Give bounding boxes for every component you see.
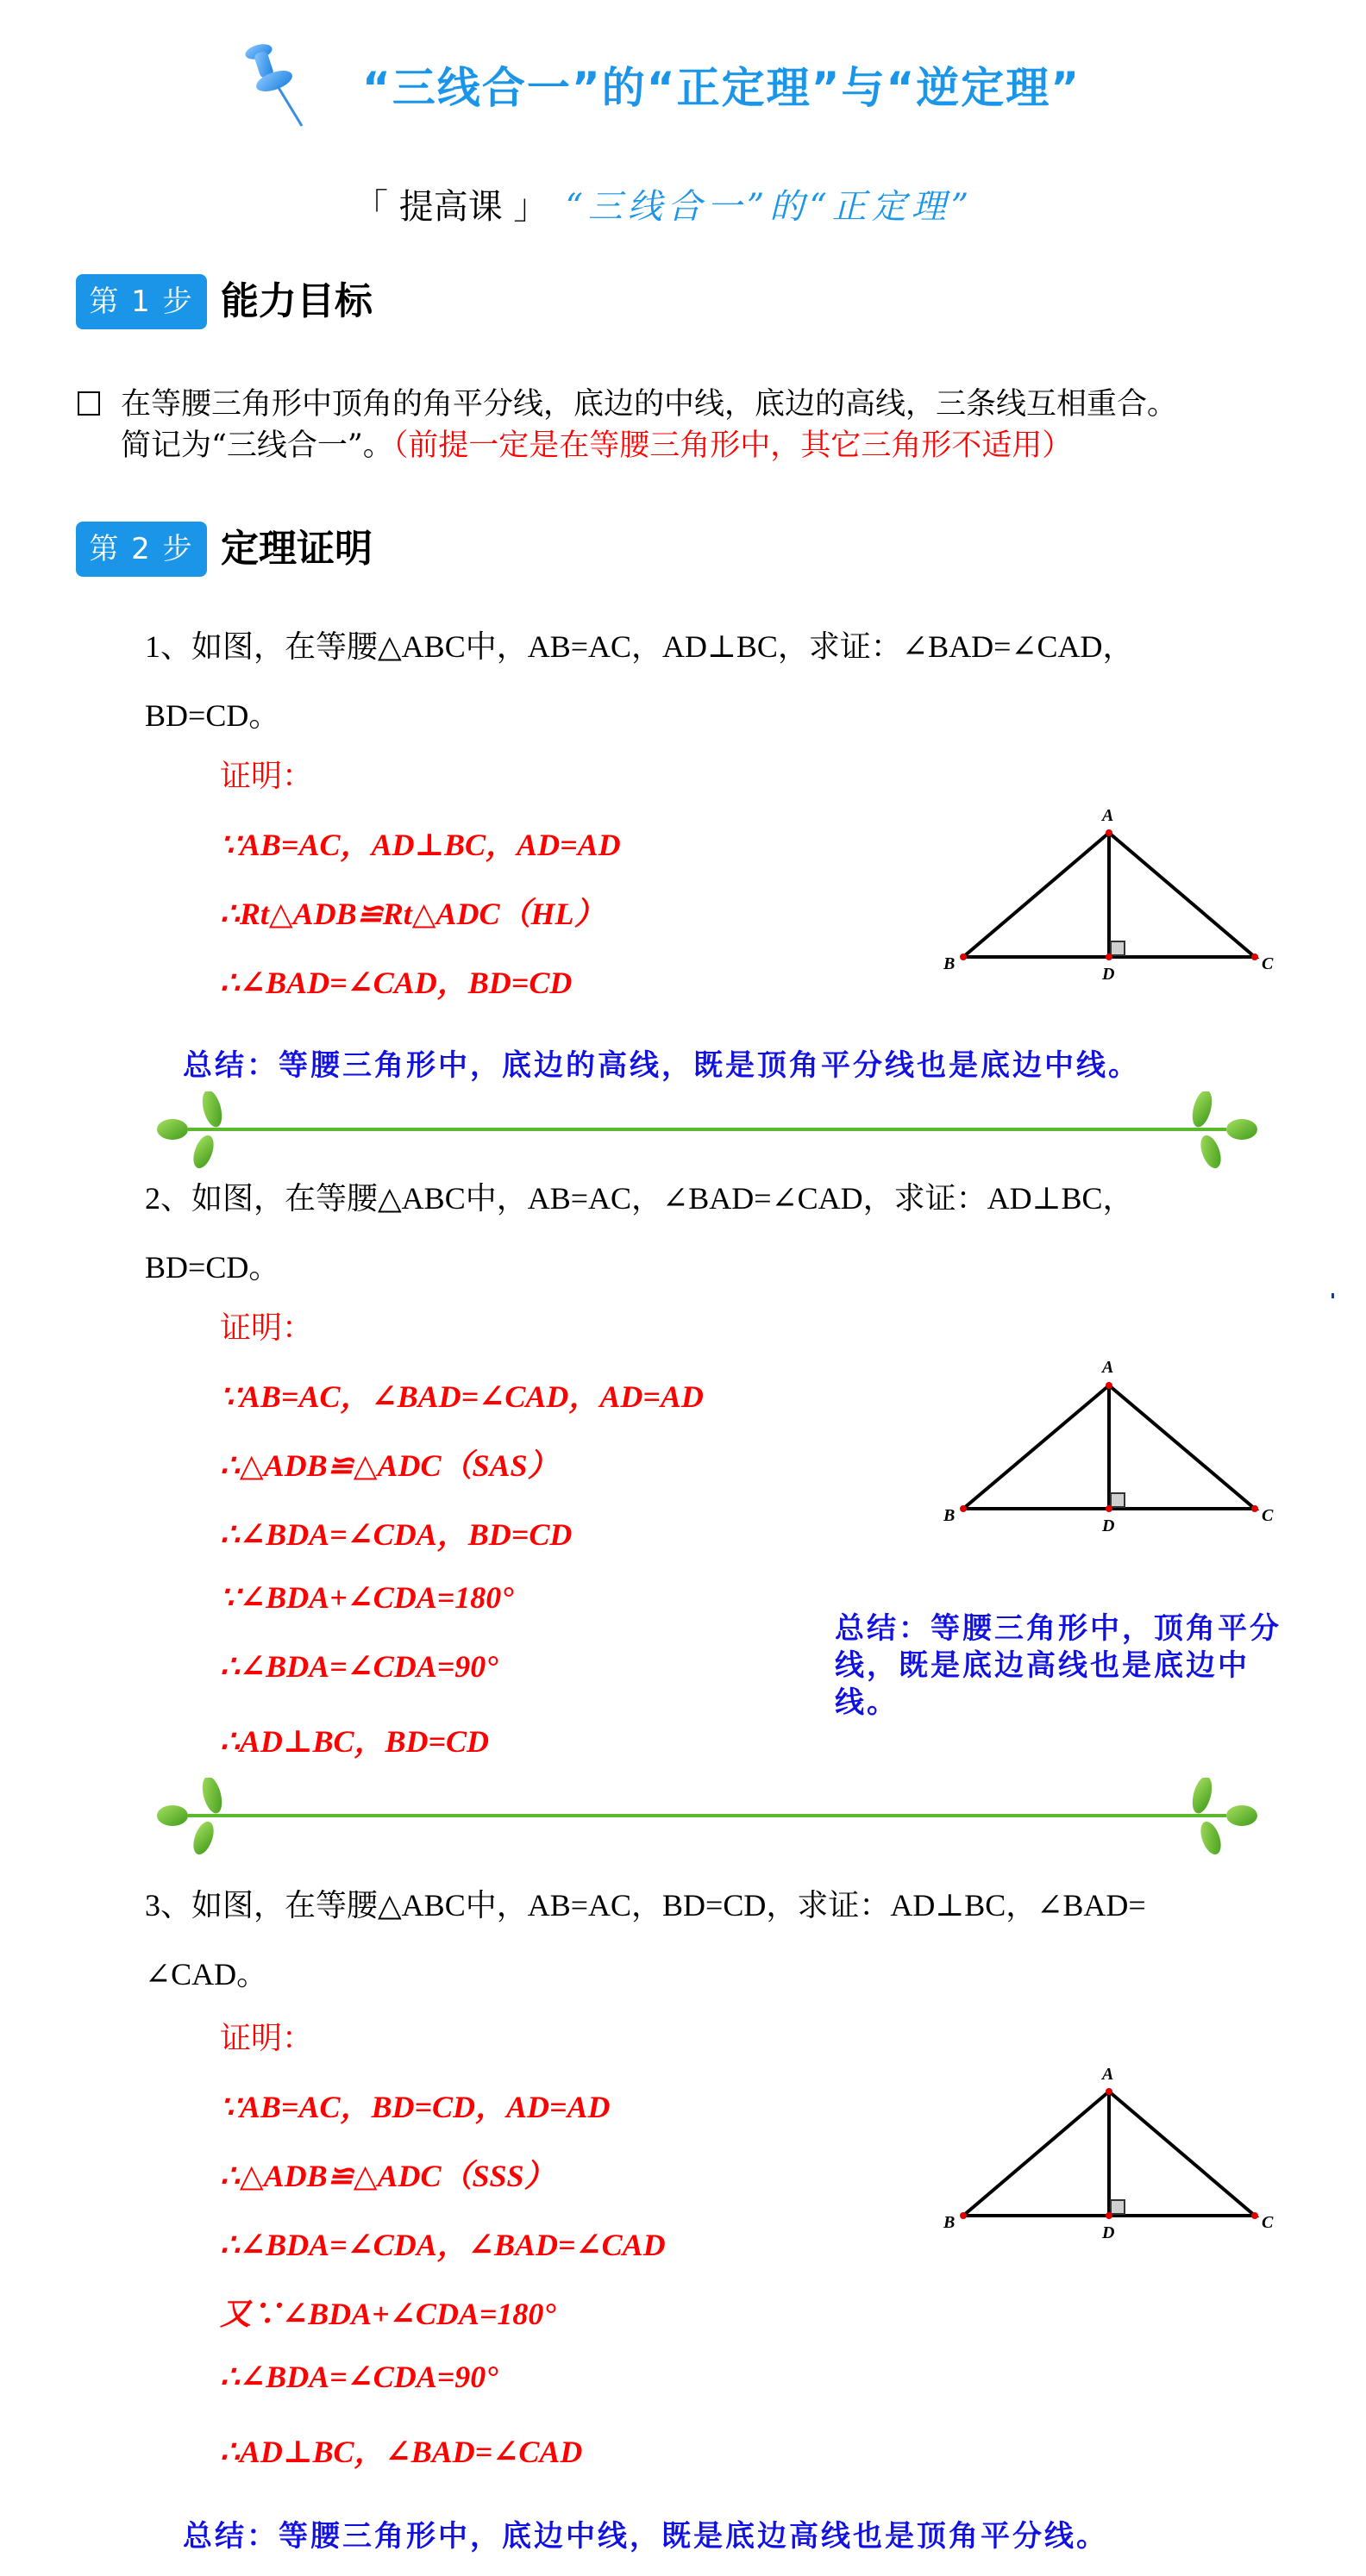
proof-line: ∵AB=AC，AD⊥BC，AD=AD	[220, 828, 621, 862]
problem-2-statement-line-1: 2、如图，在等腰△ABC中，AB=AC，∠BAD=∠CAD，求证：AD⊥BC，	[145, 1181, 1134, 1216]
proof-line: ∴AD⊥BC，∠BAD=∠CAD	[220, 2435, 583, 2469]
proof-line: ∴Rt△ADB≌Rt△ADC（HL）	[220, 897, 605, 931]
problem-3-statement-line-2: ∠CAD。	[145, 1957, 268, 1991]
vertex-label-c: C	[1262, 1506, 1274, 1525]
leaf-vine-divider-icon	[154, 1091, 1261, 1169]
lesson-topic: “三线合一”的“正定理”	[565, 187, 974, 227]
pushpin-icon	[243, 41, 316, 128]
vertex-label-b: B	[943, 1506, 956, 1525]
proof-line: ∴∠BDA=∠CDA=90°	[220, 1649, 498, 1684]
summary-2: 总结：等腰三角形中，顶角平分线，既是底边高线也是底边中线。	[835, 1611, 1281, 1720]
proof-line: ∴△ADB≌△ADC（SAS）	[220, 1448, 559, 1483]
proof-line: ∴∠BDA=∠CDA，BD=CD	[220, 1517, 573, 1552]
proof-line: ∵∠BDA+∠CDA=180°	[220, 1580, 514, 1615]
problem-1-statement-line-2: BD=CD。	[145, 698, 280, 733]
step-title: 能力目标	[221, 279, 373, 323]
vertex-label-b: B	[943, 2213, 956, 2232]
proof-line: ∴∠BDA=∠CDA=90°	[220, 2360, 498, 2394]
step-2-header	[0, 522, 517, 578]
vertex-label-a: A	[1102, 2065, 1114, 2084]
goal-shorthand: 简记为“三线合一”。	[121, 428, 393, 463]
goal-line-2	[121, 426, 1072, 466]
problem-2-statement-line-2: BD=CD。	[145, 1250, 280, 1285]
lesson-subtitle	[354, 179, 974, 228]
proof-line: ∵AB=AC，BD=CD，AD=AD	[220, 2090, 611, 2124]
problem-1-statement-line-1: 1、如图，在等腰△ABC中，AB=AC，AD⊥BC，求证：∠BAD=∠CAD，	[145, 629, 1134, 664]
summary-1: 总结：等腰三角形中，底边的高线，既是顶角平分线也是底边中线。	[183, 1048, 1140, 1083]
stray-mark	[1332, 1293, 1334, 1298]
step-title: 定理证明	[221, 527, 373, 571]
vertex-label-b: B	[943, 954, 956, 973]
triangle-figure-1	[940, 802, 1302, 1000]
checkbox-empty-icon	[78, 391, 100, 416]
proof-line: ∴∠BDA=∠CDA，∠BAD=∠CAD	[220, 2228, 666, 2262]
vertex-label-d: D	[1102, 1516, 1115, 1535]
vertex-label-d: D	[1102, 965, 1115, 984]
triangle-figure-3	[940, 2060, 1302, 2259]
vertex-label-a: A	[1102, 806, 1114, 825]
proof-line: ∴∠BAD=∠CAD，BD=CD	[220, 966, 573, 1000]
proof-label: 证明：	[220, 1310, 314, 1346]
vertex-label-a: A	[1102, 1358, 1114, 1377]
lesson-tag: 「 提高课 」	[354, 187, 548, 227]
triangle-figure-2	[940, 1354, 1302, 1552]
goal-line-1: 在等腰三角形中顶角的角平分线，底边的中线，底边的高线，三条线互相重合。	[121, 387, 1178, 422]
step-1-header	[0, 274, 517, 331]
proof-line: ∴AD⊥BC，BD=CD	[220, 1724, 490, 1759]
problem-3-statement-line-1: 3、如图，在等腰△ABC中，AB=AC，BD=CD，求证：AD⊥BC，∠BAD=	[145, 1888, 1146, 1923]
vertex-label-c: C	[1262, 2213, 1274, 2232]
proof-line: ∴△ADB≌△ADC（SSS）	[220, 2159, 555, 2193]
step-badge: 第 2 步	[76, 522, 207, 577]
proof-label: 证明：	[220, 2021, 314, 2056]
proof-label: 证明：	[220, 759, 314, 794]
proof-line: 又∵∠BDA+∠CDA=180°	[220, 2297, 556, 2331]
page-title: “三线合一”的“正定理”与“逆定理”	[362, 63, 1081, 113]
vertex-label-c: C	[1262, 954, 1274, 973]
summary-3: 总结：等腰三角形中，底边中线，既是底边高线也是顶角平分线。	[183, 2519, 1108, 2554]
step-badge: 第 1 步	[76, 274, 207, 329]
vertex-label-d: D	[1102, 2223, 1115, 2242]
goal-caveat: （前提一定是在等腰三角形中，其它三角形不适用）	[392, 428, 1073, 463]
leaf-vine-divider-icon	[154, 1778, 1261, 1855]
proof-line: ∵AB=AC，∠BAD=∠CAD，AD=AD	[220, 1379, 704, 1414]
